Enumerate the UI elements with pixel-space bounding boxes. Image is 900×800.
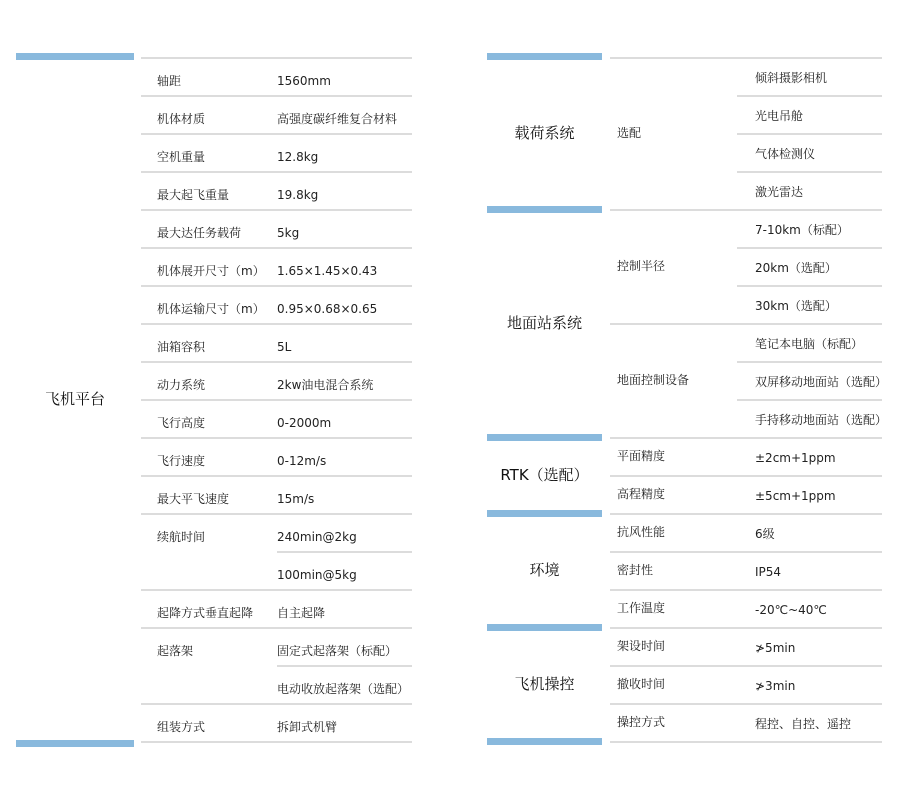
spec-key: 抗风性能	[617, 525, 666, 539]
row-divider	[141, 589, 412, 591]
spec-value: 15m/s	[277, 492, 315, 506]
spec-key: 起落架	[157, 644, 194, 658]
spec-value: 手持移动地面站（选配）	[755, 413, 888, 427]
section-title: 飞机平台	[44, 390, 105, 408]
spec-value: 1.65×1.45×0.43	[277, 264, 378, 278]
row-divider	[141, 133, 412, 135]
spec-value: 1560mm	[277, 74, 331, 88]
spec-key: 轴距	[157, 74, 182, 88]
row-divider	[141, 437, 412, 439]
spec-value: 拆卸式机臂	[277, 720, 338, 734]
row-divider	[277, 665, 412, 667]
spec-key: 地面控制设备	[617, 373, 690, 387]
row-divider	[610, 209, 882, 211]
section-divider	[487, 434, 602, 441]
row-divider	[737, 171, 882, 173]
section-divider	[487, 624, 602, 631]
section-title: 环境	[529, 561, 560, 579]
spec-key: 选配	[617, 126, 642, 140]
spec-value: 高强度碳纤维复合材料	[277, 112, 398, 126]
spec-value: -20℃~40℃	[755, 603, 827, 617]
spec-key: 机体展开尺寸（m）	[157, 264, 265, 278]
row-divider	[610, 57, 882, 59]
spec-value: ≯3min	[755, 679, 796, 693]
spec-key: 最大起飞重量	[157, 188, 230, 202]
spec-value: 7-10km（标配）	[755, 223, 849, 237]
section-title: 载荷系统	[514, 124, 575, 142]
row-divider	[737, 95, 882, 97]
spec-key: 平面精度	[617, 449, 666, 463]
spec-key: 油箱容积	[157, 340, 206, 354]
row-divider	[141, 209, 412, 211]
row-divider	[141, 247, 412, 249]
spec-value: 6级	[755, 527, 775, 541]
spec-value: 100min@5kg	[277, 568, 357, 582]
spec-value: 气体检测仪	[755, 147, 816, 161]
spec-key: 密封性	[617, 563, 654, 577]
spec-key: 控制半径	[617, 259, 666, 273]
row-divider	[610, 703, 882, 705]
spec-value: 19.8kg	[277, 188, 319, 202]
spec-key: 飞行速度	[157, 454, 206, 468]
spec-value: ±2cm+1ppm	[755, 451, 836, 465]
row-divider	[141, 95, 412, 97]
spec-value: 0-2000m	[277, 416, 332, 430]
spec-value: 固定式起落架（标配）	[277, 644, 398, 658]
spec-key: 最大平飞速度	[157, 492, 230, 506]
section-title: 飞机操控	[514, 675, 575, 693]
spec-value: ≯5min	[755, 641, 796, 655]
spec-value: 笔记本电脑（标配）	[755, 337, 864, 351]
spec-value: 电动收放起落架（选配）	[277, 682, 410, 696]
spec-key: 机体运输尺寸（m）	[157, 302, 265, 316]
row-divider	[737, 399, 882, 401]
row-divider	[610, 589, 882, 591]
row-divider	[141, 285, 412, 287]
spec-key: 高程精度	[617, 487, 666, 501]
spec-value: 12.8kg	[277, 150, 319, 164]
spec-value: 激光雷达	[755, 185, 804, 199]
row-divider	[141, 399, 412, 401]
spec-key: 最大达任务载荷	[157, 226, 242, 240]
row-divider	[141, 171, 412, 173]
row-divider	[277, 551, 412, 553]
row-divider	[141, 361, 412, 363]
row-divider	[610, 741, 882, 743]
spec-value: ±5cm+1ppm	[755, 489, 836, 503]
row-divider	[737, 361, 882, 363]
spec-value: 20km（选配）	[755, 261, 837, 275]
spec-value: 自主起降	[277, 606, 326, 620]
spec-value: 5kg	[277, 226, 300, 240]
row-divider	[141, 513, 412, 515]
section-divider	[16, 740, 134, 747]
spec-key: 空机重量	[157, 150, 206, 164]
spec-key: 续航时间	[157, 530, 206, 544]
row-divider	[610, 665, 882, 667]
section-title: 地面站系统	[506, 314, 582, 332]
spec-key: 飞行高度	[157, 416, 206, 430]
row-divider	[141, 703, 412, 705]
row-divider	[737, 247, 882, 249]
section-divider	[487, 510, 602, 517]
spec-key: 工作温度	[617, 601, 666, 615]
spec-value: IP54	[755, 565, 782, 579]
row-divider	[141, 323, 412, 325]
spec-value: 2kw油电混合系统	[277, 378, 374, 392]
section-title: RTK（选配）	[500, 466, 589, 484]
row-divider	[141, 741, 412, 743]
section-divider	[487, 738, 602, 745]
row-divider	[141, 475, 412, 477]
row-divider	[610, 475, 882, 477]
row-divider	[737, 285, 882, 287]
spec-value: 30km（选配）	[755, 299, 837, 313]
row-divider	[737, 133, 882, 135]
row-divider	[610, 551, 882, 553]
spec-value: 双屏移动地面站（选配）	[755, 375, 888, 389]
spec-value: 0-12m/s	[277, 454, 327, 468]
row-divider	[610, 627, 882, 629]
section-divider	[487, 53, 602, 60]
section-divider	[487, 206, 602, 213]
spec-key: 操控方式	[617, 715, 666, 729]
spec-value: 光电吊舱	[755, 109, 804, 123]
spec-key: 组装方式	[157, 720, 206, 734]
spec-key: 起降方式垂直起降	[157, 606, 254, 620]
row-divider	[610, 323, 882, 325]
spec-value: 240min@2kg	[277, 530, 357, 544]
spec-key: 架设时间	[617, 639, 666, 653]
row-divider	[141, 627, 412, 629]
row-divider	[610, 513, 882, 515]
spec-value: 程控、自控、遥控	[755, 717, 852, 731]
row-divider	[141, 57, 412, 59]
spec-value: 0.95×0.68×0.65	[277, 302, 378, 316]
spec-key: 动力系统	[157, 378, 206, 392]
spec-key: 机体材质	[157, 112, 206, 126]
spec-key: 撤收时间	[617, 677, 666, 691]
row-divider	[610, 437, 882, 439]
section-divider	[16, 53, 134, 60]
spec-value: 5L	[277, 340, 292, 354]
spec-value: 倾斜摄影相机	[755, 71, 828, 85]
